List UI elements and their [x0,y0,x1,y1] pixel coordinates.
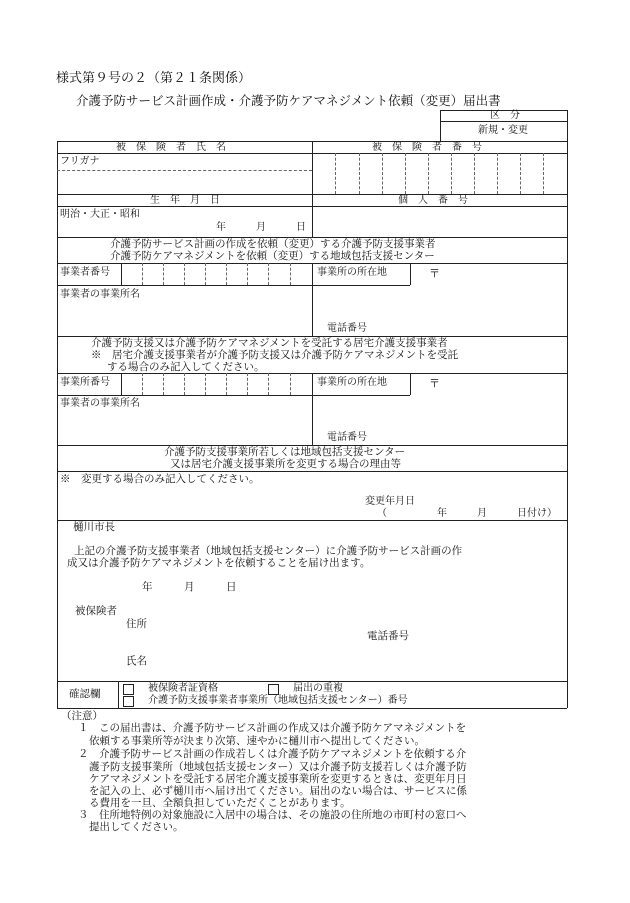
provider-postal-mark: 〒 [429,267,440,280]
office-number-label: 事業所番号 [60,377,110,388]
birthdate-header: 生 年 月 日 [150,195,220,206]
note-3-line-2: 提出してください。 [89,821,184,833]
change-date-label: 変更年月日 [365,496,415,507]
birthdate-units[interactable]: 年 月 日 [216,222,306,233]
provider-postal-field[interactable] [440,264,566,285]
checkbox-provider-number[interactable] [123,696,134,707]
provider-location-label: 事業所の所在地 [317,267,387,278]
insured-label: 被保険者 [75,605,117,617]
insured-name-field[interactable] [60,172,310,194]
operator-number-field[interactable] [122,264,311,285]
note-2-line-1: ２ 介護予防サービス計画の作成若しくは介護予防ケアマネジメントを依頼する介 [78,748,467,760]
insured-number-header: 被 保 険 者 番 号 [372,142,482,153]
personal-number-header: 個 人 番 号 [398,195,468,206]
contractor-postal-mark: 〒 [429,377,440,390]
operator-number-label: 事業者番号 [60,267,110,278]
contractor-office-name-label: 事業者の事業所名 [60,398,140,409]
contractor-office-name-field[interactable] [60,412,310,442]
note-2-line-3: ケアマネジメントを受託する居宅介護支援事業所を変更するときは、変更年月日 [89,773,467,785]
checkbox-duplicate-notification[interactable] [268,684,279,695]
applicant-phone-label: 電話番号 [367,630,409,642]
note-2-line-2: 護予防支援事業所（地域包括支援センター）又は介護予防支援若しくは介護予防 [89,761,467,773]
provider-heading-1: 介護予防サービス計画の作成を依頼（変更）する介護予防支援事業者 [110,238,436,250]
note-1-line-1: １ この届出書は、介護予防サービス計画の作成又は介護予防ケアマネジメントを [78,722,467,734]
provider-phone-label: 電話番号 [327,323,367,334]
confirmation-label: 確認欄 [69,688,101,700]
contractor-note-1: ※ 居宅介護支援事業者が介護予防支援又は介護予防ケアマネジメントを受託 [91,349,459,361]
insured-number-field[interactable] [312,153,567,194]
office-number-field[interactable] [122,374,311,395]
change-reason-field[interactable] [60,488,560,492]
contractor-postal-field[interactable] [440,374,566,395]
applicant-name-field[interactable] [155,652,555,670]
confirmation-item-1: 被保険者証資格 [148,683,218,694]
note-2-line-4: を記入の上、必ず樋川市へ届け出てください。届出のない場合は、サービスに係 [89,785,467,797]
change-date-field[interactable]: （ 年 月 日付け） [377,508,557,519]
declaration-line-1: 上記の介護予防支援事業者（地域包括支援センター）に介護予防サービス計画の作 [74,545,463,557]
address-label: 住所 [126,618,147,630]
insured-name-header: 被 保 険 者 氏 名 [116,142,226,153]
furigana-label: フリガナ [60,156,100,167]
declaration-line-2: 成又は介護予防ケアマネジメントを依頼することを届け出ます。 [67,557,371,569]
notes-heading: （注意） [61,710,103,722]
confirmation-item-3: 介護予防支援事業者事業所（地域包括支援センター）番号 [148,695,408,706]
category-value[interactable]: 新規・変更 [478,125,528,136]
era-options[interactable]: 明治・大正・昭和 [60,209,140,220]
confirmation-item-2: 届出の重複 [293,683,343,694]
contractor-phone-label: 電話番号 [327,432,367,443]
personal-number-field[interactable] [313,207,566,236]
contractor-location-label: 事業所の所在地 [317,377,387,388]
note-2-line-5: る費用を一旦、全額負担していただくことがあります。 [89,797,351,809]
category-label: 区 分 [490,110,520,121]
contractor-note-2: する場合のみ記入してください。 [107,361,265,373]
note-3-line-1: ３ 住所地特例の対象施設に入居中の場合は、その施設の住所地の市町村の窓口へ [78,809,467,821]
checkbox-insured-qualification[interactable] [123,684,134,695]
provider-address-field[interactable] [315,288,565,322]
form-number: 様式第９号の２（第２１条関係） [56,71,252,86]
change-heading-2: 又は居宅介護支援事業所を変更する場合の理由等 [170,458,401,470]
contractor-heading: 介護予防支援又は介護予防ケアマネジメントを受託する居宅介護支援事業者 [91,337,448,349]
provider-office-name-field[interactable] [60,303,310,333]
declaration-date[interactable]: 年 月 日 [142,581,237,593]
change-heading-1: 介護予防支援事業所若しくは地域包括支援センター [164,446,406,458]
form-title: 介護予防サービス計画作成・介護予防ケアマネジメント依頼（変更）届出書 [76,93,501,108]
provider-heading-2: 介護予防ケアマネジメントを依頼（変更）する地域包括支援センター [110,250,435,262]
contractor-address-field[interactable] [315,398,565,431]
note-1-line-2: 依頼する事業所等が決まり次第、速やかに樋川市へ提出してください。 [89,735,425,747]
change-note: ※ 変更する場合のみ記入してください。 [60,473,260,485]
applicant-address-field[interactable] [155,615,555,631]
name-label: 氏名 [126,655,147,667]
provider-office-name-label: 事業者の事業所名 [60,289,140,300]
addressee: 樋川市長 [73,521,115,533]
